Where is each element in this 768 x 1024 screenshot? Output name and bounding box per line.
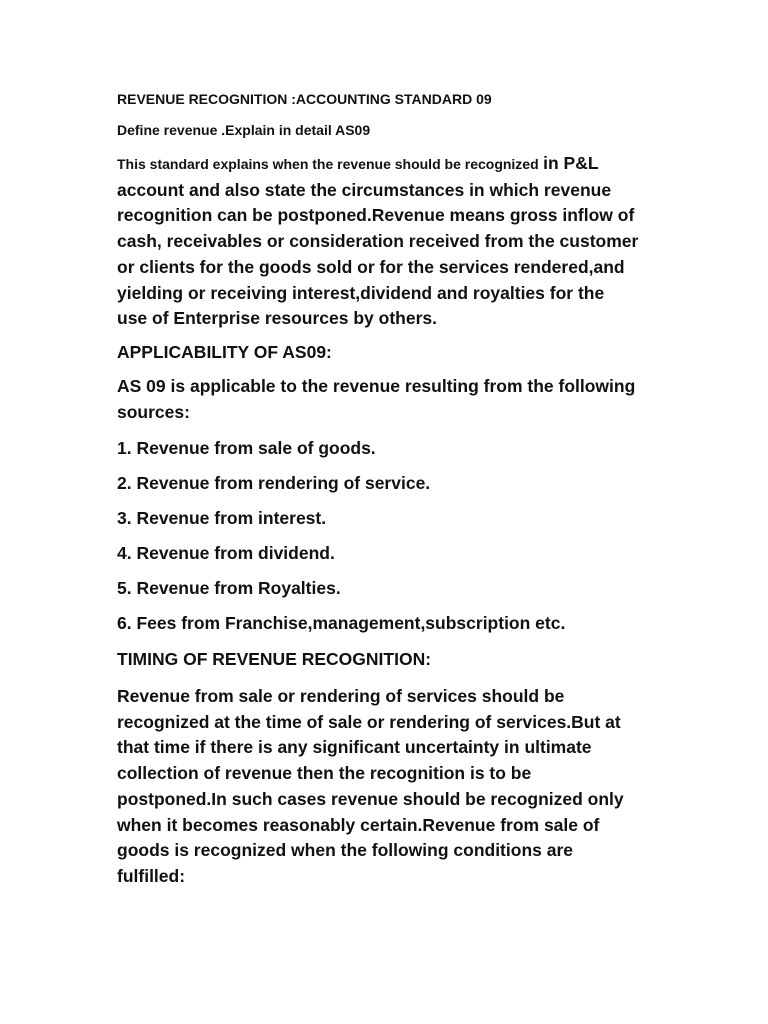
- timing-line: goods is recognized when the following conditions are: [117, 840, 573, 861]
- timing-paragraph: [117, 684, 624, 890]
- intro-lead-large: in P&L: [543, 153, 599, 173]
- intro-paragraph: [117, 151, 638, 332]
- applicability-heading: APPLICABILITY OF AS09:: [117, 342, 332, 362]
- applicability-line: sources:: [117, 401, 190, 422]
- document-title: REVENUE RECOGNITION :ACCOUNTING STANDARD 09: [117, 91, 492, 107]
- timing-heading: TIMING OF REVENUE RECOGNITION:: [117, 649, 432, 669]
- applicability-line: AS 09 is applicable to the revenue resulting from the following: [117, 376, 636, 396]
- list-item: 1. Revenue from sale of goods.: [117, 438, 376, 458]
- timing-line: postponed.In such cases revenue should be recognized only: [117, 788, 624, 809]
- timing-line: fulfilled:: [117, 865, 186, 886]
- applicability-paragraph: [117, 374, 635, 425]
- timing-line: recognized at the time of sale or rendering of services.But at: [117, 711, 621, 732]
- intro-line: yielding or receiving interest,dividend and royalties for the: [117, 282, 605, 303]
- list-item: 2. Revenue from rendering of service.: [117, 473, 431, 493]
- timing-line: when it becomes reasonably certain.Revenue from sale of: [117, 814, 600, 835]
- timing-line: collection of revenue then the recognition is to be: [117, 763, 532, 784]
- list-item: 5. Revenue from Royalties.: [117, 578, 341, 598]
- intro-lead-small: This standard explains when the revenue should be recognized: [117, 156, 539, 172]
- intro-line: use of Enterprise resources by others.: [117, 308, 437, 329]
- intro-line: cash, receivables or consideration received from the customer: [117, 231, 639, 252]
- intro-line: recognition can be postponed.Revenue means gross inflow of: [117, 205, 635, 226]
- timing-line: that time if there is any significant uncertainty in ultimate: [117, 737, 592, 758]
- intro-line: account and also state the circumstances in which revenue: [117, 179, 612, 200]
- intro-line: or clients for the goods sold or for the services rendered,and: [117, 256, 625, 277]
- timing-line: Revenue from sale or rendering of services should be: [117, 686, 565, 706]
- list-item: 3. Revenue from interest.: [117, 508, 327, 528]
- intro-first-line: [117, 151, 638, 178]
- question-line: Define revenue .Explain in detail AS09: [117, 122, 371, 138]
- list-item: 6. Fees from Franchise,management,subscription etc.: [117, 613, 566, 633]
- list-item: 4. Revenue from dividend.: [117, 543, 335, 563]
